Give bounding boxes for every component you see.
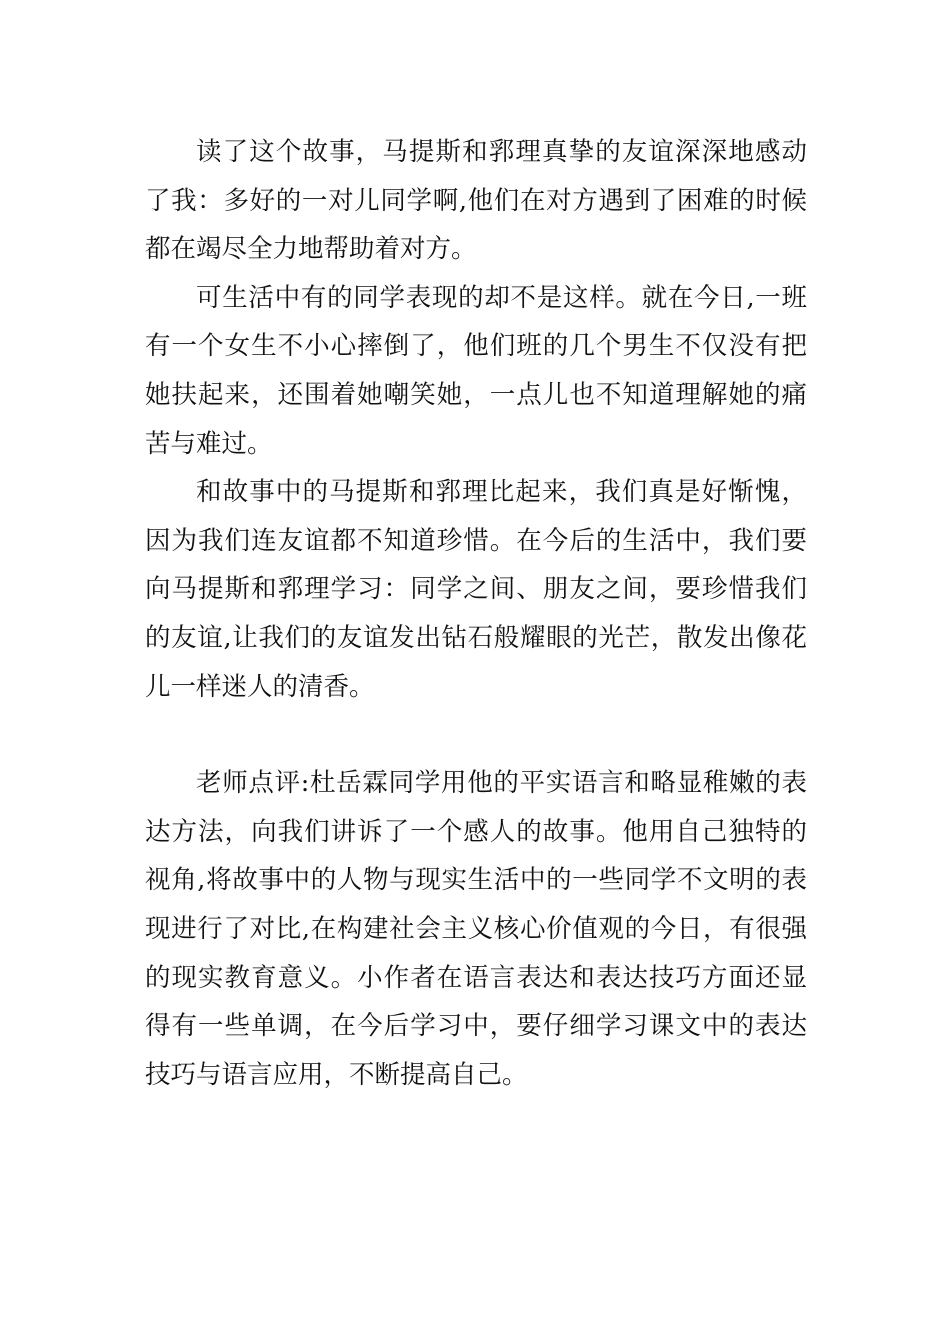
- essay-paragraph-3: 和故事中的马提斯和郛理比起来，我们真是好惭愧，因为我们连友谊都不知道珍惜。在今后的生活中，我们要向马提斯和郛理学习：同学之间、朋友之间，要珍惜我们的友谊,让我们的友谊发出钻石般耀眼的光芒，散发出像花儿一样迷人的清香。: [145, 477, 807, 702]
- essay-body: [145, 128, 807, 1099]
- essay-paragraph-1: 读了这个故事，马提斯和郛理真挚的友谊深深地感动了我：多好的一对儿同学啊,他们在对方遇到了困难的时候都在竭尽全力地帮助着对方。: [145, 137, 807, 265]
- paragraph-gap: [145, 711, 807, 759]
- essay-paragraph-2: 可生活中有的同学表现的却不是这样。就在今日,一班有一个女生不小心摔倒了，他们班的几个男生不仅没有把她扶起来，还围着她嘲笑她，一点儿也不知道理解她的痛苦与难过。: [145, 282, 807, 459]
- teacher-comment: 老师点评:杜岳霖同学用他的平实语言和略显稚嫩的表达方法，向我们讲诉了一个感人的故事。他用自己独特的视角,将故事中的人物与现实生活中的一些同学不文明的表现进行了对比,在构建社会主义核心价值观的今日，有很强的现实教育意义。小作者在语言表达和表达技巧方面还显得有一些单调，在今后学习中，要仔细学习课文中的表达技巧与语言应用，不断提高自己。: [145, 768, 807, 1090]
